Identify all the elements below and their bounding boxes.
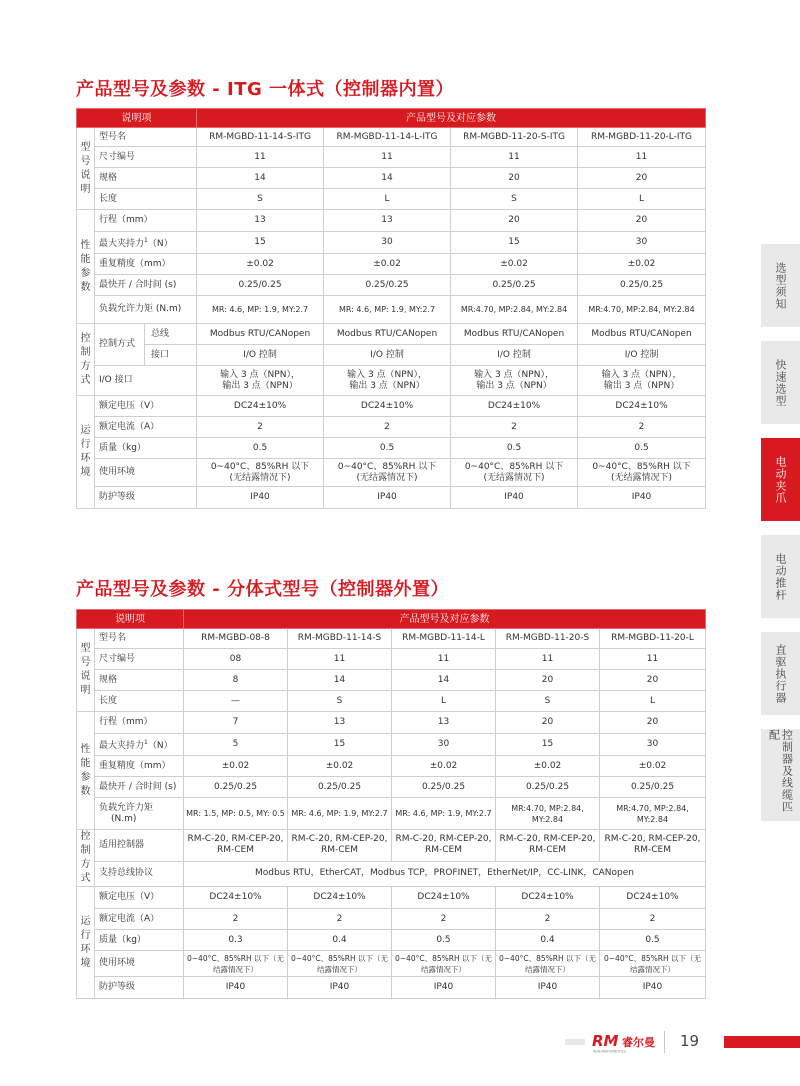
cell-bus: Modbus RTU/CANopen bbox=[578, 324, 706, 345]
cell-size-code: 11 bbox=[288, 649, 392, 670]
cell-load-torque bbox=[392, 798, 496, 830]
label-mass: 质量（kg） bbox=[95, 438, 197, 459]
cell-current: 2 bbox=[288, 909, 392, 930]
io-port-line-1: 输入 3 点（NPN）， bbox=[474, 369, 554, 380]
label-max-force-text: 最大夹持力 bbox=[99, 239, 145, 249]
cell-length: L bbox=[324, 189, 451, 210]
cell-model-name: RM-MGBD-11-14-S bbox=[288, 629, 392, 649]
cell-model-name: RM-MGBD-11-20-L bbox=[600, 629, 706, 649]
cell-voltage: DC24±10% bbox=[451, 396, 578, 417]
cell-mass: 0.5 bbox=[324, 438, 451, 459]
cell-current: 2 bbox=[600, 909, 706, 930]
cell-interface: I/O 控制 bbox=[324, 345, 451, 366]
cell-size-code: 11 bbox=[197, 147, 324, 168]
cell-voltage: DC24±10% bbox=[324, 396, 451, 417]
side-nav-label: 快速选型 bbox=[774, 358, 787, 407]
cell-current: 2 bbox=[197, 417, 324, 438]
cell-model-name: RM-MGBD-11-20-L-ITG bbox=[578, 128, 706, 147]
cell-load-torque: MR:4.70, MP:2.84, MY:2.84 bbox=[578, 296, 706, 324]
cell-spec: 20 bbox=[496, 670, 600, 691]
label-max-force-text: 最大夹持力 bbox=[99, 741, 145, 751]
label-load-torque bbox=[95, 798, 184, 830]
cell-ip: IP40 bbox=[324, 487, 451, 509]
group-ctrl: 控制方式 bbox=[77, 830, 95, 887]
group-ctrl: 控制方式 bbox=[77, 324, 95, 396]
cell-repeat: ±0.02 bbox=[197, 254, 324, 275]
load-torque-line-2: (N.m) bbox=[111, 813, 137, 824]
cell-model-name: RM-MGBD-11-20-S bbox=[496, 629, 600, 649]
cell-spec: 20 bbox=[578, 168, 706, 189]
cell-io-port bbox=[197, 366, 324, 396]
footer-decor-bar-right bbox=[724, 1036, 800, 1048]
cell-bus: Modbus RTU/CANopen bbox=[324, 324, 451, 345]
controller-line-2: RM-CEM bbox=[528, 845, 566, 856]
cell-env bbox=[451, 459, 578, 487]
load-torque-line-2: MY:2.84 bbox=[636, 814, 669, 824]
cell-model-name: RM-MGBD-11-20-S-ITG bbox=[451, 128, 578, 147]
label-mass: 质量（kg） bbox=[95, 930, 184, 951]
cell-env bbox=[496, 951, 600, 977]
label-size-code: 尺寸编号 bbox=[95, 649, 184, 670]
controller-line-1: RM-C-20, RM-CEP-20, bbox=[187, 834, 284, 845]
cell-io-port bbox=[451, 366, 578, 396]
cell-current: 2 bbox=[578, 417, 706, 438]
cell-env bbox=[600, 951, 706, 977]
cell-size-code: 11 bbox=[324, 147, 451, 168]
cell-size-code: 08 bbox=[184, 649, 288, 670]
label-model-name: 型号名 bbox=[95, 629, 184, 649]
label-length: 长度 bbox=[95, 189, 197, 210]
env-line-2: (无结露情况下) bbox=[611, 472, 673, 483]
cell-max-force: 30 bbox=[392, 734, 496, 756]
footer-decor-bar-left bbox=[565, 1039, 585, 1045]
group-model: 型号说明 bbox=[77, 629, 95, 712]
load-torque-line-2: MY:2.84 bbox=[531, 814, 564, 824]
cell-spec: 14 bbox=[197, 168, 324, 189]
cell-max-force: 15 bbox=[451, 232, 578, 254]
env-line-2: (无结露情况下) bbox=[229, 472, 291, 483]
cell-ip: IP40 bbox=[184, 977, 288, 999]
cell-repeat: ±0.02 bbox=[451, 254, 578, 275]
cell-env bbox=[288, 951, 392, 977]
cell-voltage: DC24±10% bbox=[184, 887, 288, 909]
brand-logo-cn: 睿尔曼 bbox=[622, 1036, 655, 1049]
label-load-torque: 负载允许力矩 (N.m) bbox=[95, 296, 197, 324]
env-line-2: 结露情况下） bbox=[421, 964, 466, 974]
io-port-line-2: 输出 3 点（NPN） bbox=[476, 380, 552, 391]
side-nav bbox=[761, 244, 800, 835]
cell-fastest: 0.25/0.25 bbox=[288, 777, 392, 798]
cell-load-torque bbox=[184, 798, 288, 830]
cell-current: 2 bbox=[392, 909, 496, 930]
cell-max-force: 30 bbox=[600, 734, 706, 756]
footer-separator bbox=[664, 1031, 665, 1053]
cell-controller bbox=[288, 830, 392, 862]
env-line-2: (无结露情况下) bbox=[483, 472, 545, 483]
label-controller: 适用控制器 bbox=[95, 830, 184, 862]
spec-table-itg bbox=[76, 108, 706, 509]
cell-interface: I/O 控制 bbox=[451, 345, 578, 366]
cell-controller bbox=[184, 830, 288, 862]
cell-repeat: ±0.02 bbox=[288, 756, 392, 777]
cell-stroke: 20 bbox=[451, 210, 578, 232]
cell-repeat: ±0.02 bbox=[324, 254, 451, 275]
cell-interface: I/O 控制 bbox=[578, 345, 706, 366]
controller-line-2: RM-CEM bbox=[320, 845, 358, 856]
cell-length: — bbox=[184, 691, 288, 712]
controller-line-1: RM-C-20, RM-CEP-20, bbox=[604, 834, 701, 845]
env-line-1: 0~40°C、85%RH 以下 bbox=[210, 461, 310, 472]
label-env: 使用环境 bbox=[95, 951, 184, 977]
load-torque-line-1: MR: 4.6, MP: 1.9, MY:2.7 bbox=[291, 809, 388, 818]
group-env: 运行环境 bbox=[77, 887, 95, 999]
cell-size-code: 11 bbox=[451, 147, 578, 168]
label-max-force bbox=[95, 232, 197, 254]
label-ip: 防护等级 bbox=[95, 977, 184, 999]
cell-ip: IP40 bbox=[197, 487, 324, 509]
cell-repeat: ±0.02 bbox=[184, 756, 288, 777]
cell-env bbox=[197, 459, 324, 487]
side-nav-item-direct-drive[interactable] bbox=[761, 632, 800, 715]
cell-ip: IP40 bbox=[288, 977, 392, 999]
section-title-2: 产品型号及参数 - 分体式型号（控制器外置） bbox=[76, 579, 450, 600]
cell-ip: IP40 bbox=[600, 977, 706, 999]
cell-stroke: 20 bbox=[496, 712, 600, 734]
group-model: 型号说明 bbox=[77, 128, 95, 210]
cell-spec: 20 bbox=[600, 670, 706, 691]
label-model-name: 型号名 bbox=[95, 128, 197, 147]
cell-ip: IP40 bbox=[578, 487, 706, 509]
side-nav-label: 电动夹爪 bbox=[774, 455, 787, 504]
group-env: 运行环境 bbox=[77, 396, 95, 509]
footnote-mark: 1 bbox=[144, 237, 148, 244]
cell-length: L bbox=[578, 189, 706, 210]
cell-fastest: 0.25/0.25 bbox=[451, 275, 578, 296]
cell-io-port bbox=[578, 366, 706, 396]
load-torque-line-1: MR: 4.6, MP: 1.9, MY:2.7 bbox=[395, 809, 492, 818]
header-params: 产品型号及对应参数 bbox=[184, 610, 706, 629]
controller-line-2: RM-CEM bbox=[633, 845, 671, 856]
env-line-2: (无结露情况下) bbox=[356, 472, 418, 483]
cell-voltage: DC24±10% bbox=[197, 396, 324, 417]
label-voltage: 额定电压（V） bbox=[95, 887, 184, 909]
label-current: 额定电流（A） bbox=[95, 417, 197, 438]
label-fastest: 最快开 / 合时间 (s) bbox=[95, 777, 184, 798]
spec-table-split bbox=[76, 609, 706, 999]
io-port-line-1: 输入 3 点（NPN）， bbox=[347, 369, 427, 380]
cell-env bbox=[324, 459, 451, 487]
group-perf: 性能参数 bbox=[77, 712, 95, 830]
env-line-1: 0~40°C、85%RH 以下 bbox=[464, 461, 564, 472]
cell-controller bbox=[392, 830, 496, 862]
footnote-mark: 1 bbox=[144, 739, 148, 746]
cell-bus-protocol: Modbus RTU，EtherCAT，Modbus TCP，PROFINET，EtherNet/IP，CC-LINK，CANopen bbox=[184, 861, 706, 886]
cell-mass: 0.5 bbox=[578, 438, 706, 459]
label-bus-protocol: 支持总线协议 bbox=[95, 861, 184, 886]
cell-ip: IP40 bbox=[496, 977, 600, 999]
cell-stroke: 7 bbox=[184, 712, 288, 734]
cell-model-name: RM-MGBD-11-14-S-ITG bbox=[197, 128, 324, 147]
cell-bus: Modbus RTU/CANopen bbox=[197, 324, 324, 345]
controller-line-1: RM-C-20, RM-CEP-20, bbox=[499, 834, 596, 845]
side-nav-item-controller-cable[interactable] bbox=[761, 729, 800, 821]
controller-line-1: RM-C-20, RM-CEP-20, bbox=[291, 834, 388, 845]
cell-fastest: 0.25/0.25 bbox=[392, 777, 496, 798]
load-torque-line-1: MR: 1.5, MP: 0.5, MY: 0.5 bbox=[186, 809, 285, 818]
controller-line-2: RM-CEM bbox=[424, 845, 462, 856]
load-torque-line-1: MR:4.70, MP:2.84, bbox=[616, 803, 689, 813]
brand-logo-en: REALMAN ROBOTICS bbox=[593, 1049, 627, 1054]
io-port-line-2: 输出 3 点（NPN） bbox=[222, 380, 298, 391]
side-nav-item-electric-actuator[interactable] bbox=[761, 535, 800, 618]
cell-spec: 14 bbox=[324, 168, 451, 189]
cell-fastest: 0.25/0.25 bbox=[324, 275, 451, 296]
cell-model-name: RM-MGBD-08-8 bbox=[184, 629, 288, 649]
cell-max-force: 15 bbox=[288, 734, 392, 756]
cell-voltage: DC24±10% bbox=[392, 887, 496, 909]
cell-fastest: 0.25/0.25 bbox=[600, 777, 706, 798]
cell-max-force: 30 bbox=[578, 232, 706, 254]
cell-size-code: 11 bbox=[496, 649, 600, 670]
cell-voltage: DC24±10% bbox=[600, 887, 706, 909]
cell-env bbox=[184, 951, 288, 977]
label-length: 长度 bbox=[95, 691, 184, 712]
cell-spec: 14 bbox=[392, 670, 496, 691]
label-repeat: 重复精度（mm） bbox=[95, 756, 184, 777]
cell-size-code: 11 bbox=[392, 649, 496, 670]
label-current: 额定电流（A） bbox=[95, 909, 184, 930]
cell-load-torque: MR: 4.6, MP: 1.9, MY:2.7 bbox=[324, 296, 451, 324]
group-perf: 性能参数 bbox=[77, 210, 95, 324]
cell-spec: 14 bbox=[288, 670, 392, 691]
cell-env bbox=[392, 951, 496, 977]
page-number: 19 bbox=[680, 1032, 700, 1050]
side-nav-label: 选型须知 bbox=[774, 261, 787, 310]
cell-fastest: 0.25/0.25 bbox=[184, 777, 288, 798]
cell-max-force: 5 bbox=[184, 734, 288, 756]
section-title-1: 产品型号及参数 - ITG 一体式（控制器内置） bbox=[76, 79, 455, 100]
env-line-1: 0~40°C、85%RH 以下（无 bbox=[291, 953, 388, 963]
cell-length: L bbox=[392, 691, 496, 712]
cell-stroke: 13 bbox=[392, 712, 496, 734]
cell-max-force: 30 bbox=[324, 232, 451, 254]
cell-load-torque: MR: 4.6, MP: 1.9, MY:2.7 bbox=[197, 296, 324, 324]
cell-io-port bbox=[324, 366, 451, 396]
cell-ip: IP40 bbox=[451, 487, 578, 509]
cell-length: S bbox=[496, 691, 600, 712]
cell-controller bbox=[496, 830, 600, 862]
cell-fastest: 0.25/0.25 bbox=[496, 777, 600, 798]
controller-line-1: RM-C-20, RM-CEP-20, bbox=[395, 834, 492, 845]
label-voltage: 额定电压（V） bbox=[95, 396, 197, 417]
cell-length: S bbox=[451, 189, 578, 210]
env-line-1: 0~40°C、85%RH 以下（无 bbox=[395, 953, 492, 963]
label-max-force-unit: （N） bbox=[147, 741, 173, 751]
cell-current: 2 bbox=[496, 909, 600, 930]
env-line-1: 0~40°C、85%RH 以下（无 bbox=[604, 953, 701, 963]
header-params: 产品型号及对应参数 bbox=[197, 109, 706, 128]
label-control-mode: 控制方式 bbox=[95, 324, 145, 366]
label-spec: 规格 bbox=[95, 670, 184, 691]
cell-load-torque bbox=[288, 798, 392, 830]
side-nav-item-quick-selection[interactable] bbox=[761, 341, 800, 424]
label-interface: 接口 bbox=[145, 345, 197, 366]
io-port-line-2: 输出 3 点（NPN） bbox=[349, 380, 425, 391]
cell-size-code: 11 bbox=[578, 147, 706, 168]
cell-repeat: ±0.02 bbox=[392, 756, 496, 777]
controller-line-2: RM-CEM bbox=[216, 845, 254, 856]
side-nav-label: 电动推杆 bbox=[774, 552, 787, 601]
cell-stroke: 13 bbox=[324, 210, 451, 232]
cell-interface: I/O 控制 bbox=[197, 345, 324, 366]
env-line-2: 结露情况下） bbox=[630, 964, 675, 974]
cell-fastest: 0.25/0.25 bbox=[578, 275, 706, 296]
env-line-1: 0~40°C、85%RH 以下 bbox=[337, 461, 437, 472]
cell-mass: 0.5 bbox=[451, 438, 578, 459]
cell-load-torque bbox=[496, 798, 600, 830]
cell-length: L bbox=[600, 691, 706, 712]
load-torque-line-1: MR:4.70, MP:2.84, bbox=[511, 803, 584, 813]
cell-mass: 0.4 bbox=[496, 930, 600, 951]
label-max-force-unit: （N） bbox=[147, 239, 173, 249]
cell-length: S bbox=[288, 691, 392, 712]
cell-stroke: 20 bbox=[600, 712, 706, 734]
io-port-line-2: 输出 3 点（NPN） bbox=[603, 380, 680, 391]
header-item: 说明项 bbox=[77, 610, 184, 629]
cell-repeat: ±0.02 bbox=[578, 254, 706, 275]
cell-spec: 8 bbox=[184, 670, 288, 691]
brand-logo-mark: RM bbox=[592, 1032, 619, 1050]
label-fastest: 最快开 / 合时间 (s) bbox=[95, 275, 197, 296]
cell-voltage: DC24±10% bbox=[288, 887, 392, 909]
label-env: 使用环境 bbox=[95, 459, 197, 487]
cell-stroke: 20 bbox=[578, 210, 706, 232]
io-port-line-1: 输入 3 点（NPN）， bbox=[220, 369, 300, 380]
cell-max-force: 15 bbox=[496, 734, 600, 756]
cell-model-name: RM-MGBD-11-14-L bbox=[392, 629, 496, 649]
cell-voltage: DC24±10% bbox=[496, 887, 600, 909]
cell-voltage: DC24±10% bbox=[578, 396, 706, 417]
cell-current: 2 bbox=[184, 909, 288, 930]
cell-mass: 0.5 bbox=[600, 930, 706, 951]
env-line-2: 结露情况下） bbox=[213, 964, 258, 974]
side-nav-label: 直驱执行器 bbox=[774, 643, 787, 704]
cell-current: 2 bbox=[451, 417, 578, 438]
cell-mass: 0.3 bbox=[184, 930, 288, 951]
cell-env bbox=[578, 459, 706, 487]
label-ip: 防护等级 bbox=[95, 487, 197, 509]
cell-size-code: 11 bbox=[600, 649, 706, 670]
cell-model-name: RM-MGBD-11-14-L-ITG bbox=[324, 128, 451, 147]
cell-stroke: 13 bbox=[197, 210, 324, 232]
io-port-line-1: 输入 3 点（NPN）， bbox=[601, 369, 682, 380]
label-repeat: 重复精度（mm） bbox=[95, 254, 197, 275]
cell-ip: IP40 bbox=[392, 977, 496, 999]
label-io-port: I/O 接口 bbox=[95, 366, 197, 396]
header-item: 说明项 bbox=[77, 109, 197, 128]
cell-mass: 0.4 bbox=[288, 930, 392, 951]
cell-repeat: ±0.02 bbox=[496, 756, 600, 777]
label-spec: 规格 bbox=[95, 168, 197, 189]
label-stroke: 行程（mm） bbox=[95, 712, 184, 734]
cell-current: 2 bbox=[324, 417, 451, 438]
label-max-force bbox=[95, 734, 184, 756]
cell-mass: 0.5 bbox=[392, 930, 496, 951]
env-line-2: 结露情况下） bbox=[317, 964, 362, 974]
env-line-1: 0~40°C、85%RH 以下（无 bbox=[187, 953, 284, 963]
cell-load-torque: MR:4.70, MP:2.84, MY:2.84 bbox=[451, 296, 578, 324]
side-nav-label: 控制器及线缆匹配 bbox=[767, 729, 794, 813]
side-nav-item-selection-notes[interactable] bbox=[761, 244, 800, 327]
load-torque-line-1: 负载允许力矩 bbox=[99, 802, 154, 813]
cell-fastest: 0.25/0.25 bbox=[197, 275, 324, 296]
label-bus: 总线 bbox=[145, 324, 197, 345]
cell-bus: Modbus RTU/CANopen bbox=[451, 324, 578, 345]
label-stroke: 行程（mm） bbox=[95, 210, 197, 232]
cell-controller bbox=[600, 830, 706, 862]
cell-length: S bbox=[197, 189, 324, 210]
cell-max-force: 15 bbox=[197, 232, 324, 254]
brand-logo bbox=[592, 1030, 666, 1054]
cell-load-torque bbox=[600, 798, 706, 830]
cell-mass: 0.5 bbox=[197, 438, 324, 459]
label-size-code: 尺寸编号 bbox=[95, 147, 197, 168]
env-line-1: 0~40°C、85%RH 以下（无 bbox=[499, 953, 596, 963]
cell-repeat: ±0.02 bbox=[600, 756, 706, 777]
side-nav-item-electric-gripper[interactable] bbox=[761, 438, 800, 521]
cell-stroke: 13 bbox=[288, 712, 392, 734]
env-line-1: 0~40°C、85%RH 以下 bbox=[592, 461, 691, 472]
cell-spec: 20 bbox=[451, 168, 578, 189]
env-line-2: 结露情况下） bbox=[525, 964, 570, 974]
